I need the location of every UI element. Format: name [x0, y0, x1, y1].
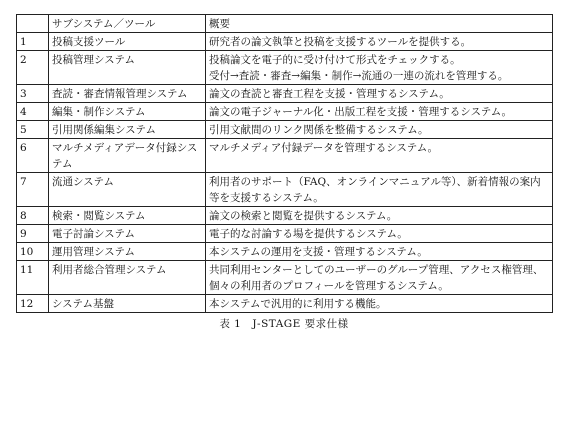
table-caption: 表 1 J-STAGE 要求仕様	[219, 318, 349, 330]
overview-text-line: 本システムで汎用的に利用する機能。	[209, 298, 387, 310]
subsystem-name-cell: マルチメディアデータ付録システム	[49, 139, 206, 173]
subsystem-name-cell: 電子討論システム	[49, 225, 206, 243]
table-row	[17, 103, 553, 121]
table-row	[17, 139, 553, 173]
subsystem-name-cell: 検索・閲覧システム	[49, 207, 206, 225]
overview-cell	[206, 207, 553, 225]
row-number-cell: 5	[17, 121, 49, 139]
overview-cell	[206, 225, 553, 243]
table-row	[17, 207, 553, 225]
subsystem-name-cell: 引用関係編集システム	[49, 121, 206, 139]
overview-text-line: 引用文献間のリンク関係を整備するシステム。	[209, 124, 429, 136]
table-row	[17, 225, 553, 243]
row-number-cell: 6	[17, 139, 49, 173]
requirements-table	[16, 14, 553, 313]
table-row	[17, 261, 553, 295]
table-row	[17, 51, 553, 85]
subsystem-name-cell: 投稿管理システム	[49, 51, 206, 85]
row-number-cell: 3	[17, 85, 49, 103]
row-number-cell: 12	[17, 295, 49, 313]
overview-text-line: 研究者の論文執筆と投稿を支援するツールを提供する。	[209, 36, 472, 48]
overview-cell	[206, 243, 553, 261]
overview-text-line: 論文の電子ジャーナル化・出版工程を支援・管理するシステム。	[209, 106, 513, 118]
overview-text-line: 論文の査読と審査工程を支援・管理するシステム。	[209, 88, 450, 100]
overview-cell	[206, 295, 553, 313]
overview-cell	[206, 33, 553, 51]
overview-cell	[206, 85, 553, 103]
table-row	[17, 85, 553, 103]
overview-cell	[206, 121, 553, 139]
table-row	[17, 33, 553, 51]
row-number-cell: 11	[17, 261, 49, 295]
overview-text-line: 電子的な討論する場を提供するシステム。	[209, 228, 408, 240]
overview-cell	[206, 103, 553, 121]
overview-text-line: 利用者のサポート（FAQ、オンラインマニュアル等）、新着情報の案内等を支援するシステム。	[209, 176, 541, 204]
overview-text-line: 本システムの運用を支援・管理するシステム。	[209, 246, 428, 258]
table-row	[17, 295, 553, 313]
overview-cell	[206, 261, 553, 295]
table-row	[17, 121, 553, 139]
overview-cell	[206, 173, 553, 207]
row-number-cell: 7	[17, 173, 49, 207]
overview-text-line: 受付→査読・審査→編集・制作→流通の一連の流れを管理する。	[209, 70, 509, 82]
header-num-cell	[17, 15, 49, 33]
overview-text-line: 論文の検索と閲覧を提供するシステム。	[209, 210, 398, 222]
subsystem-name-cell: 流通システム	[49, 173, 206, 207]
overview-text-line: 投稿論文を電子的に受け付けて形式をチェックする。	[209, 54, 461, 66]
row-number-cell: 9	[17, 225, 49, 243]
header-subsystem-cell: サブシステム／ツール	[49, 15, 206, 33]
subsystem-name-cell: 利用者総合管理システム	[49, 261, 206, 295]
subsystem-name-cell: 投稿支援ツール	[49, 33, 206, 51]
subsystem-name-cell: 運用管理システム	[49, 243, 206, 261]
row-number-cell: 10	[17, 243, 49, 261]
header-overview-cell: 概要	[206, 15, 553, 33]
overview-text-line: 共同利用センターとしてのユーザーのグループ管理、アクセス権管理、個々の利用者のプロフィールを管理するシステム。	[209, 264, 544, 292]
document-page	[16, 14, 552, 331]
row-number-cell: 2	[17, 51, 49, 85]
table-row	[17, 243, 553, 261]
row-number-cell: 4	[17, 103, 49, 121]
subsystem-name-cell: システム基盤	[49, 295, 206, 313]
subsystem-name-cell: 査読・審査情報管理システム	[49, 85, 206, 103]
row-number-cell: 8	[17, 207, 49, 225]
overview-text-line: マルチメディア付録データを管理するシステム。	[209, 142, 439, 154]
table-row	[17, 173, 553, 207]
row-number-cell: 1	[17, 33, 49, 51]
overview-cell	[206, 139, 553, 173]
table-body	[17, 15, 553, 313]
table-header-row	[17, 15, 553, 33]
subsystem-name-cell: 編集・制作システム	[49, 103, 206, 121]
overview-cell	[206, 51, 553, 85]
